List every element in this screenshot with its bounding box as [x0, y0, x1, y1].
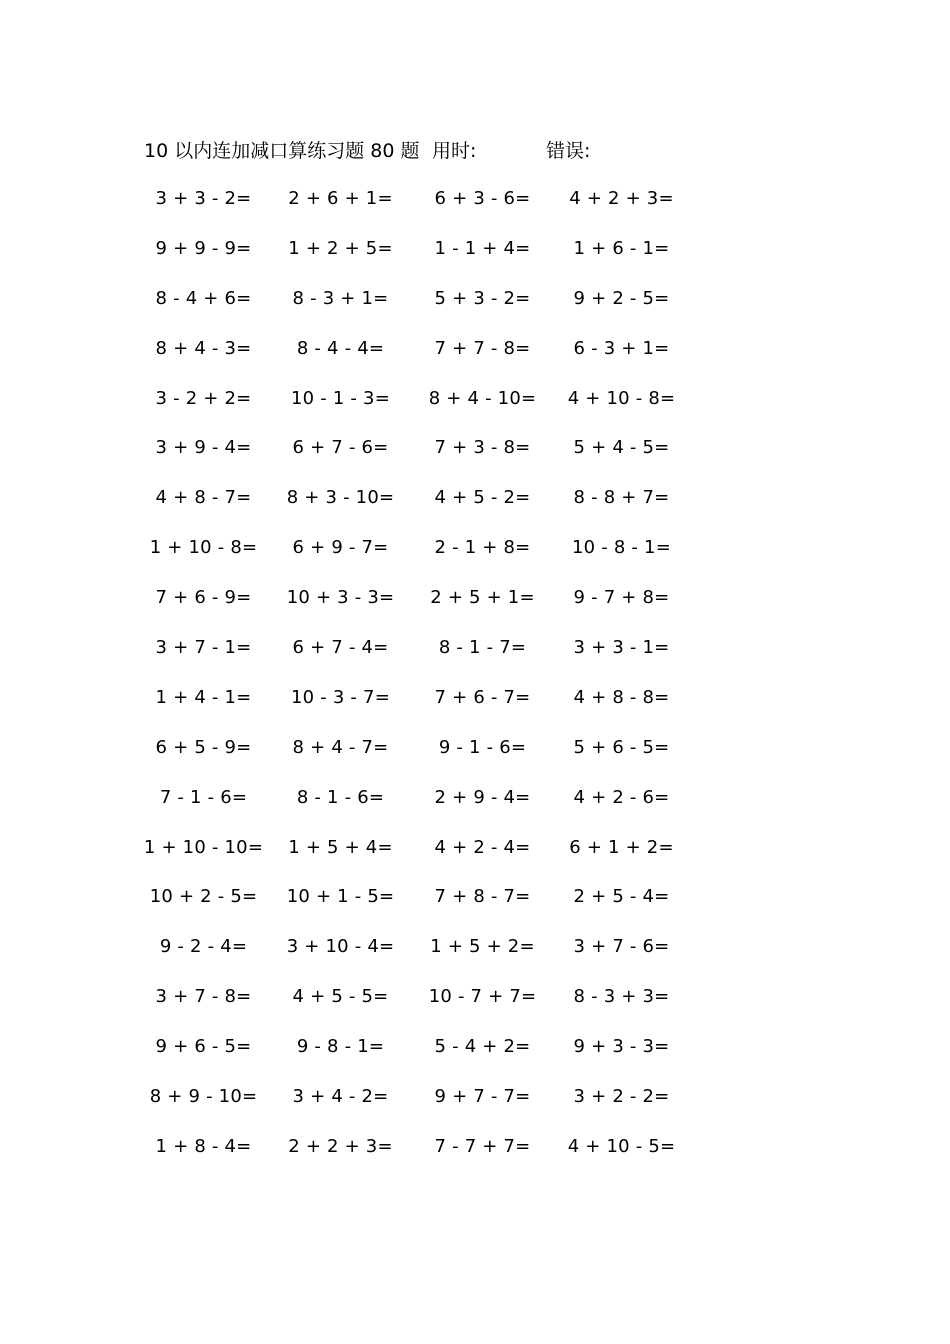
problem-item: 8 + 4 - 3=: [155, 337, 252, 359]
problem-item: 3 - 2 + 2=: [155, 387, 252, 409]
problem-item: 4 + 2 - 4=: [434, 836, 531, 858]
problem-item: 7 + 6 - 7=: [434, 686, 531, 708]
problem-item: 2 - 1 + 8=: [434, 537, 531, 559]
problem-row: [0, 186, 950, 236]
problem-row: [0, 735, 950, 785]
problem-row: [0, 1034, 950, 1084]
problem-item: 9 + 2 - 5=: [573, 287, 670, 309]
problem-row: [0, 1084, 950, 1134]
problem-item: 2 + 5 - 4=: [573, 886, 670, 908]
problem-item: 8 - 4 - 4=: [296, 337, 385, 359]
problem-item: 1 + 6 - 1=: [573, 237, 670, 259]
problem-item: 6 + 7 - 4=: [292, 637, 389, 659]
problem-item: 2 + 5 + 1=: [430, 587, 535, 609]
problem-item: 10 + 3 - 3=: [286, 587, 395, 609]
problem-item: 4 + 2 - 6=: [573, 786, 670, 808]
problem-item: 1 + 5 + 2=: [430, 936, 535, 958]
problem-item: 1 + 5 + 4=: [288, 836, 393, 858]
problem-item: 10 + 2 - 5=: [149, 886, 258, 908]
problem-item: 5 - 4 + 2=: [434, 1036, 531, 1058]
problem-item: 8 + 3 - 10=: [286, 487, 395, 509]
problem-row: [0, 884, 950, 934]
problem-item: 3 + 2 - 2=: [573, 1086, 670, 1108]
problem-item: 3 + 3 - 1=: [573, 637, 670, 659]
problem-item: 4 + 2 + 3=: [569, 188, 674, 209]
problem-item: 4 + 5 - 2=: [434, 487, 531, 509]
problem-item: 8 - 3 + 3=: [573, 986, 670, 1008]
problem-item: 9 - 7 + 8=: [573, 587, 670, 609]
problem-item: 6 + 1 + 2=: [569, 836, 674, 858]
problem-item: 7 + 7 - 8=: [434, 337, 531, 359]
problem-row: [0, 485, 950, 535]
problem-item: 7 + 6 - 9=: [155, 587, 252, 609]
problem-item: 2 + 9 - 4=: [434, 786, 531, 808]
problem-item: 6 + 7 - 6=: [292, 437, 389, 459]
problem-item: 4 + 10 - 8=: [567, 387, 676, 409]
problem-item: 9 + 3 - 3=: [573, 1036, 670, 1058]
problem-item: 1 + 8 - 4=: [155, 1135, 252, 1157]
problem-item: 3 + 4 - 2=: [292, 1086, 389, 1108]
problem-item: 9 + 7 - 7=: [434, 1086, 531, 1108]
problem-item: 5 + 3 - 2=: [434, 287, 531, 309]
problem-item: 3 + 3 - 2=: [155, 188, 252, 209]
problem-item: 4 + 5 - 5=: [292, 986, 389, 1008]
problem-item: 8 - 1 - 6=: [296, 786, 385, 808]
problem-item: 8 + 4 - 7=: [292, 736, 389, 758]
problem-item: 9 - 1 - 6=: [438, 736, 527, 758]
problem-row: [0, 984, 950, 1034]
problem-item: 10 - 7 + 7=: [428, 986, 537, 1008]
problem-item: 9 + 9 - 9=: [155, 237, 252, 259]
time-label: 用时:: [432, 140, 477, 162]
problem-item: 8 - 8 + 7=: [573, 487, 670, 509]
problem-item: 7 + 3 - 8=: [434, 437, 531, 459]
error-label: 错误:: [546, 140, 591, 162]
problem-item: 3 + 7 - 8=: [155, 986, 252, 1008]
problem-row: [0, 1134, 950, 1184]
problem-item: 1 - 1 + 4=: [434, 237, 531, 259]
problem-item: 9 + 6 - 5=: [155, 1036, 252, 1058]
problem-row: [0, 236, 950, 286]
problem-item: 8 - 4 + 6=: [155, 287, 252, 309]
problem-item: 1 + 4 - 1=: [155, 686, 252, 708]
problem-item: 7 - 1 - 6=: [159, 786, 248, 808]
problem-item: 3 + 10 - 4=: [286, 936, 395, 958]
problem-row: [0, 685, 950, 735]
problem-row: [0, 835, 950, 885]
worksheet-title: 10 以内连加减口算练习题 80 题: [144, 140, 420, 162]
problem-item: 9 - 2 - 4=: [159, 936, 248, 958]
problem-row: [0, 785, 950, 835]
problem-item: 10 + 1 - 5=: [286, 886, 395, 908]
problem-item: 7 - 7 + 7=: [434, 1135, 531, 1157]
problem-item: 2 + 6 + 1=: [288, 188, 393, 209]
problem-row: [0, 635, 950, 685]
problem-item: 10 - 8 - 1=: [572, 537, 671, 559]
problem-item: 3 + 7 - 6=: [573, 936, 670, 958]
problem-row: [0, 934, 950, 984]
problem-item: 8 + 9 - 10=: [149, 1086, 258, 1108]
problem-item: 8 - 1 - 7=: [438, 637, 527, 659]
problem-item: 10 - 3 - 7=: [291, 686, 390, 708]
problem-item: 7 + 8 - 7=: [434, 886, 531, 908]
problem-row: [0, 585, 950, 635]
problem-item: 3 + 9 - 4=: [155, 437, 252, 459]
problem-item: 9 - 8 - 1=: [296, 1036, 385, 1058]
problem-item: 1 + 10 - 8=: [149, 537, 258, 559]
problem-item: 10 - 1 - 3=: [291, 387, 390, 409]
problem-row: [0, 535, 950, 585]
problem-item: 6 + 9 - 7=: [292, 537, 389, 559]
problem-item: 6 - 3 + 1=: [573, 337, 670, 359]
problem-item: 8 + 4 - 10=: [428, 387, 537, 409]
problem-row: [0, 435, 950, 485]
problem-item: 1 + 10 - 10=: [143, 836, 264, 858]
problem-item: 5 + 6 - 5=: [573, 736, 670, 758]
problem-item: 5 + 4 - 5=: [573, 437, 670, 459]
problem-item: 3 + 7 - 1=: [155, 637, 252, 659]
problem-item: 8 - 3 + 1=: [292, 287, 389, 309]
problem-row: [0, 336, 950, 386]
problem-item: 2 + 2 + 3=: [288, 1135, 393, 1157]
problem-grid: [0, 186, 950, 1184]
problem-row: [0, 386, 950, 436]
problem-item: 4 + 8 - 8=: [573, 686, 670, 708]
problem-item: 6 + 5 - 9=: [155, 736, 252, 758]
problem-item: 1 + 2 + 5=: [288, 237, 393, 259]
problem-item: 4 + 10 - 5=: [567, 1135, 676, 1157]
problem-row: [0, 286, 950, 336]
problem-item: 6 + 3 - 6=: [434, 188, 531, 209]
problem-item: 4 + 8 - 7=: [155, 487, 252, 509]
